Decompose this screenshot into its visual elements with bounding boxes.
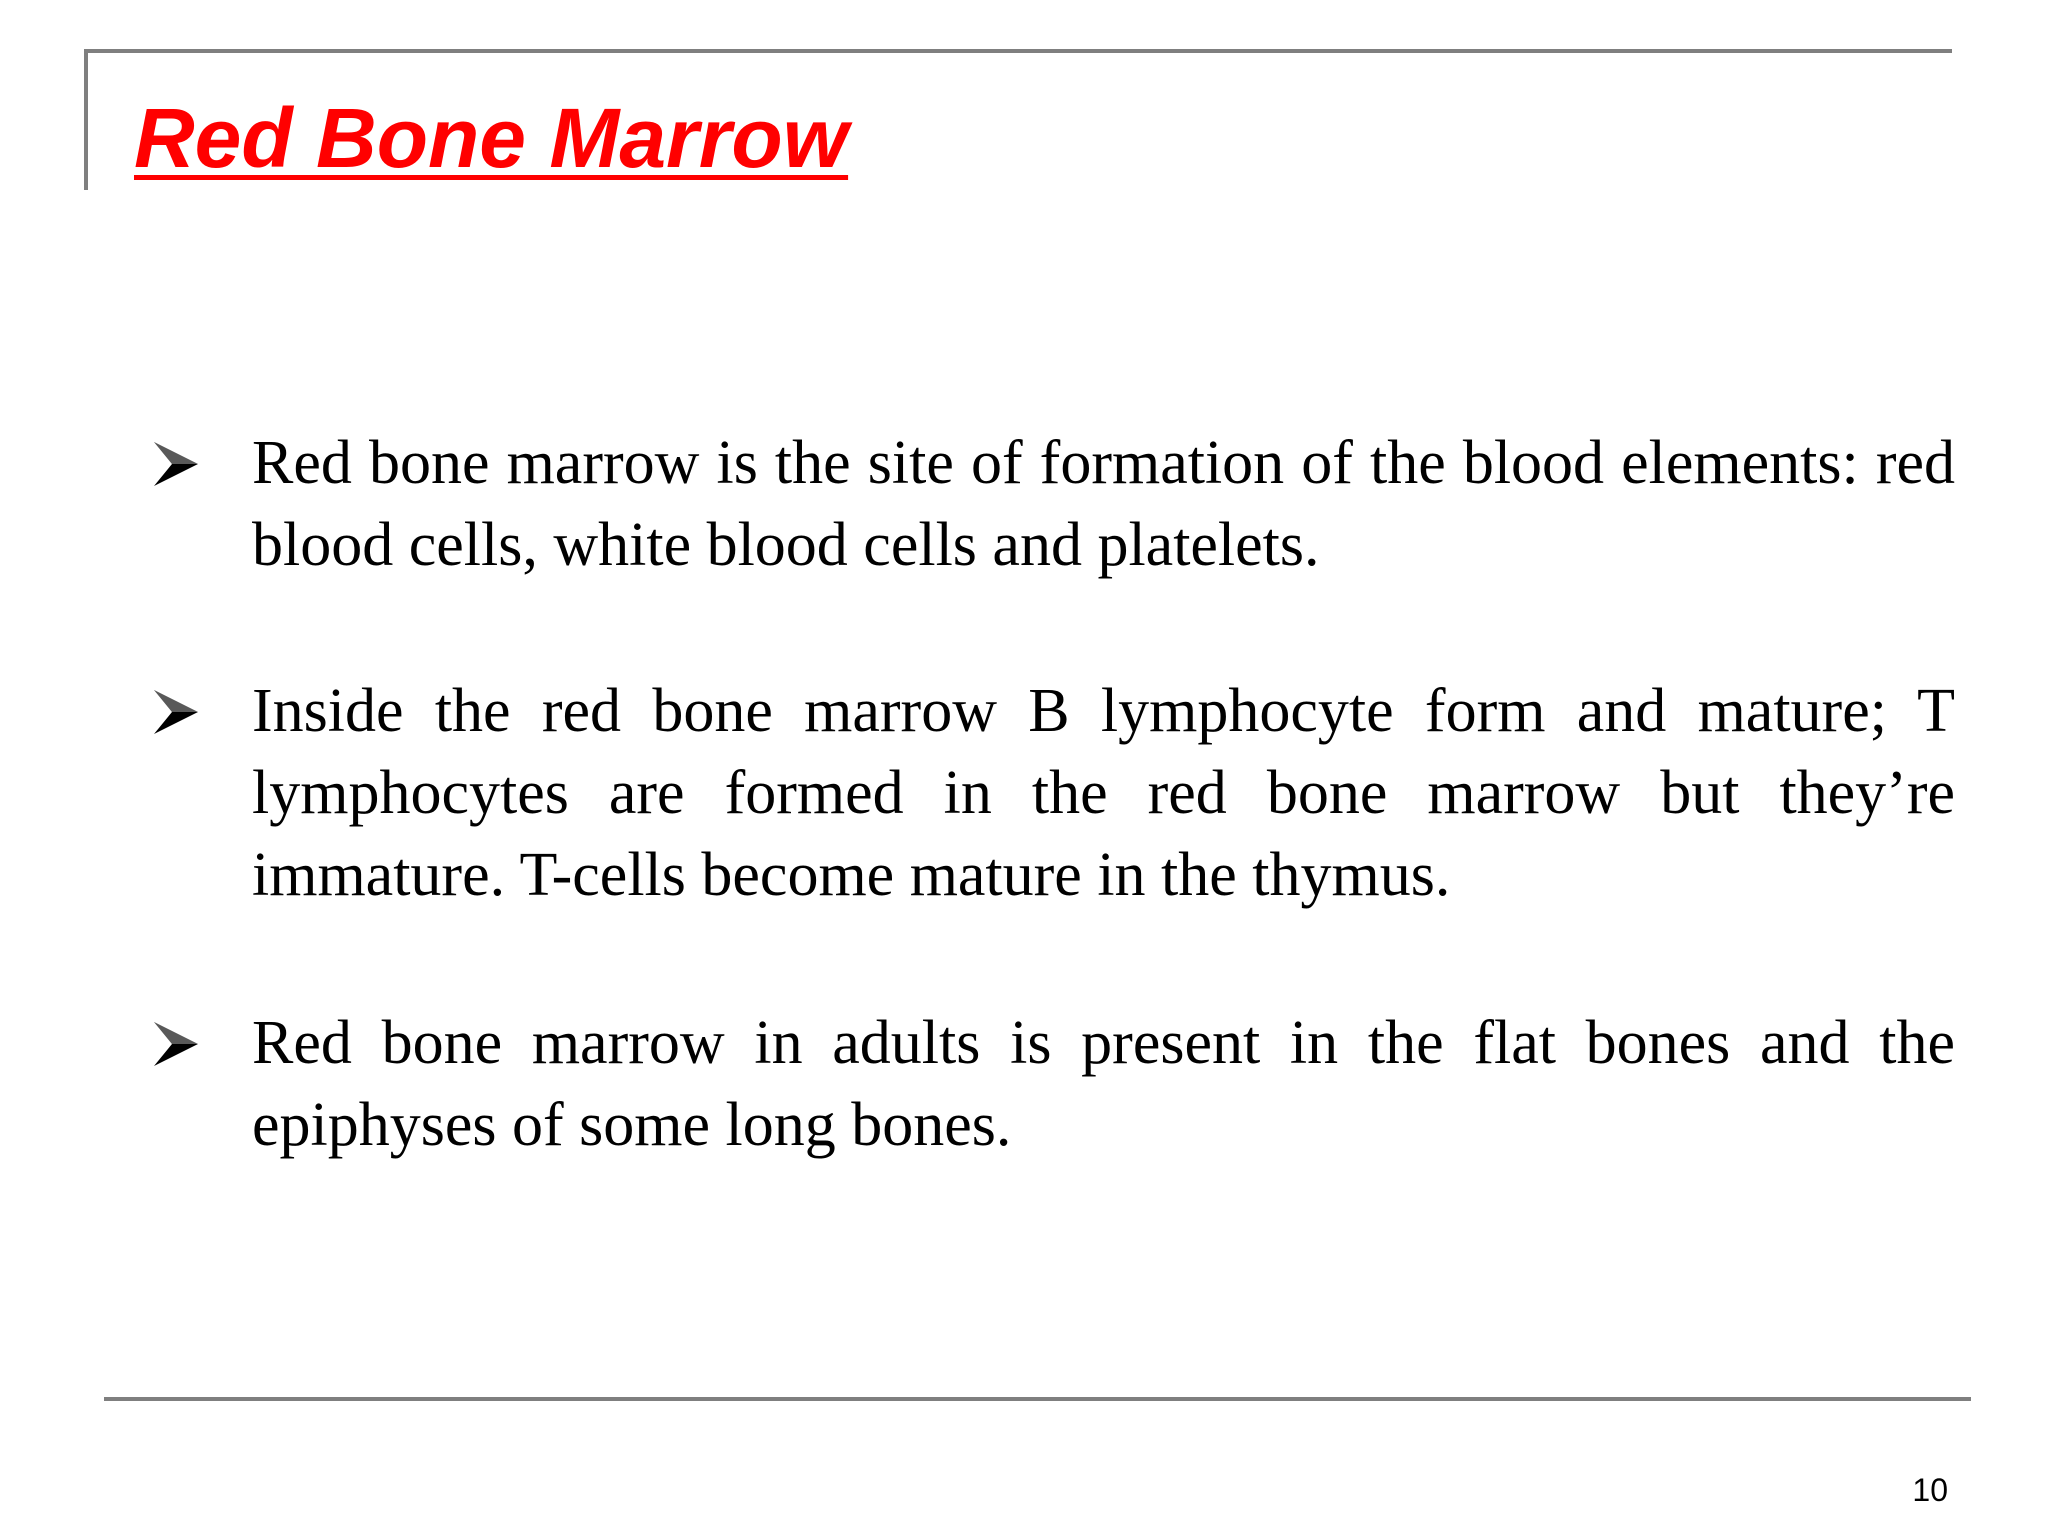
arrowhead-bullet-icon <box>150 438 202 490</box>
slide-title: Red Bone Marrow <box>134 91 849 185</box>
bullet-text: Inside the red bone marrow B lymphocyte form and mature; T lymphocytes are formed in the red bone marrow but they’re immature. T-cells become mature in the thymus. <box>252 677 1955 909</box>
bottom-border-line <box>104 1397 1971 1401</box>
arrowhead-bullet-icon <box>150 1018 202 1070</box>
bullet-text: Red bone marrow is the site of formation of the blood elements: red blood cells, white blood cells and platelets. <box>252 429 1955 579</box>
bullet-text: Red bone marrow in adults is present in the flat bones and the epiphyses of some long bones. <box>252 1009 1955 1159</box>
top-border-line <box>84 49 1952 53</box>
page-number: 10 <box>1912 1472 1948 1508</box>
left-border-line <box>84 49 88 190</box>
arrowhead-bullet-icon <box>150 686 202 738</box>
